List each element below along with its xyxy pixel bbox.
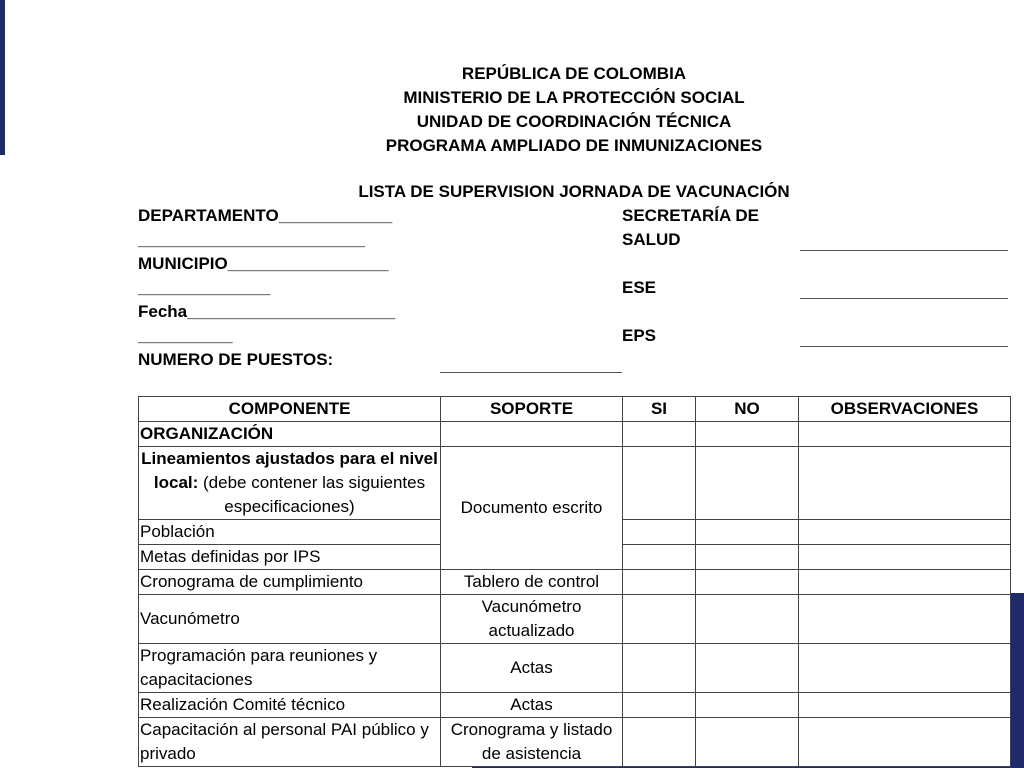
cell-si[interactable] [623, 644, 696, 693]
table-row [139, 570, 1011, 595]
form-fields [138, 204, 1010, 420]
eps-line [800, 346, 1008, 347]
table-header-row [139, 397, 1011, 422]
cell-no[interactable] [696, 545, 799, 570]
table-row [139, 595, 1011, 644]
section-organizacion: ORGANIZACIÓN [139, 422, 441, 447]
cell-observaciones[interactable] [799, 447, 1011, 520]
cell-no[interactable] [696, 570, 799, 595]
cell-no[interactable] [696, 422, 799, 447]
document-title: LISTA DE SUPERVISION JORNADA DE VACUNACIÓN [358, 182, 790, 201]
cell-no[interactable] [696, 595, 799, 644]
cell-documento-escrito: Documento escrito [441, 447, 623, 570]
cell-observaciones[interactable] [799, 595, 1011, 644]
cell-lineamientos [139, 447, 441, 520]
col-si: SI [623, 397, 696, 422]
left-accent-bar [0, 0, 5, 155]
cell-si[interactable] [623, 422, 696, 447]
cell-programacion: Programación para reuniones y capacitaciones [139, 644, 441, 693]
header-line-republica: REPÚBLICA DE COLOMBIA [461, 64, 687, 83]
header-line-ministerio: MINISTERIO DE LA PROTECCIÓN SOCIAL [403, 88, 745, 107]
col-soporte: SOPORTE [441, 397, 623, 422]
cell-poblacion: Población [139, 520, 441, 545]
cell-realizacion: Realización Comité técnico [139, 693, 441, 718]
secretaria-label-line2: SALUD [622, 230, 681, 249]
secretaria-label-line1: SECRETARÍA DE [622, 206, 759, 225]
numero-puestos-line [440, 372, 622, 373]
cell-metas: Metas definidas por IPS [139, 545, 441, 570]
table-row [139, 693, 1011, 718]
fecha-field: Fecha______________________ [138, 302, 396, 321]
cell-vacunometro-soporte: Vacunómetro actualizado [441, 595, 623, 644]
cell-si[interactable] [623, 718, 696, 767]
col-no: NO [696, 397, 799, 422]
document-page [138, 62, 1010, 420]
table-row [139, 422, 1011, 447]
header-line-unidad: UNIDAD DE COORDINACIÓN TÉCNICA [416, 112, 732, 131]
cell-empty [441, 422, 623, 447]
cell-si[interactable] [623, 570, 696, 595]
fecha-field-continuation: __________ [138, 326, 233, 345]
cell-vacunometro: Vacunómetro [139, 595, 441, 644]
col-componente: COMPONENTE [139, 397, 441, 422]
cell-si[interactable] [623, 693, 696, 718]
ese-line [800, 298, 1008, 299]
cell-observaciones[interactable] [799, 422, 1011, 447]
header-line-programa: PROGRAMA AMPLIADO DE INMUNIZACIONES [385, 136, 763, 155]
cell-observaciones[interactable] [799, 520, 1011, 545]
cell-no[interactable] [696, 447, 799, 520]
municipio-field: MUNICIPIO_________________ [138, 254, 389, 273]
departamento-field-continuation: ________________________ [138, 230, 365, 249]
cell-si[interactable] [623, 545, 696, 570]
cell-observaciones[interactable] [799, 718, 1011, 767]
supervision-table [138, 396, 1011, 767]
secretaria-line [800, 250, 1008, 251]
cell-actas: Actas [441, 693, 623, 718]
table-row [139, 718, 1011, 767]
municipio-field-continuation: ______________ [138, 278, 271, 297]
cell-si[interactable] [623, 595, 696, 644]
cell-capacitacion: Capacitación al personal PAI público y privado [139, 718, 441, 767]
cell-si[interactable] [623, 447, 696, 520]
cell-observaciones[interactable] [799, 545, 1011, 570]
cell-no[interactable] [696, 644, 799, 693]
cell-observaciones[interactable] [799, 570, 1011, 595]
cell-no[interactable] [696, 693, 799, 718]
col-observaciones: OBSERVACIONES [799, 397, 1011, 422]
ese-label: ESE [622, 278, 657, 297]
departamento-field: DEPARTAMENTO____________ [138, 206, 393, 225]
numero-puestos-label: NUMERO DE PUESTOS: [138, 350, 334, 369]
lineamientos-normal-text: (debe contener las siguientes especificaciones) [198, 473, 426, 516]
cell-tablero: Tablero de control [441, 570, 623, 595]
cell-no[interactable] [696, 718, 799, 767]
cell-observaciones[interactable] [799, 693, 1011, 718]
cell-cronograma-asistencia: Cronograma y listado de asistencia [441, 718, 623, 767]
lineamientos-bold-text: Lineamientos ajustados para el nivel local: [141, 449, 438, 492]
eps-label: EPS [622, 326, 657, 345]
cell-observaciones[interactable] [799, 644, 1011, 693]
cell-si[interactable] [623, 520, 696, 545]
table-row [139, 644, 1011, 693]
table-row [139, 447, 1011, 520]
cell-actas: Actas [441, 644, 623, 693]
cell-cronograma: Cronograma de cumplimiento [139, 570, 441, 595]
cell-no[interactable] [696, 520, 799, 545]
